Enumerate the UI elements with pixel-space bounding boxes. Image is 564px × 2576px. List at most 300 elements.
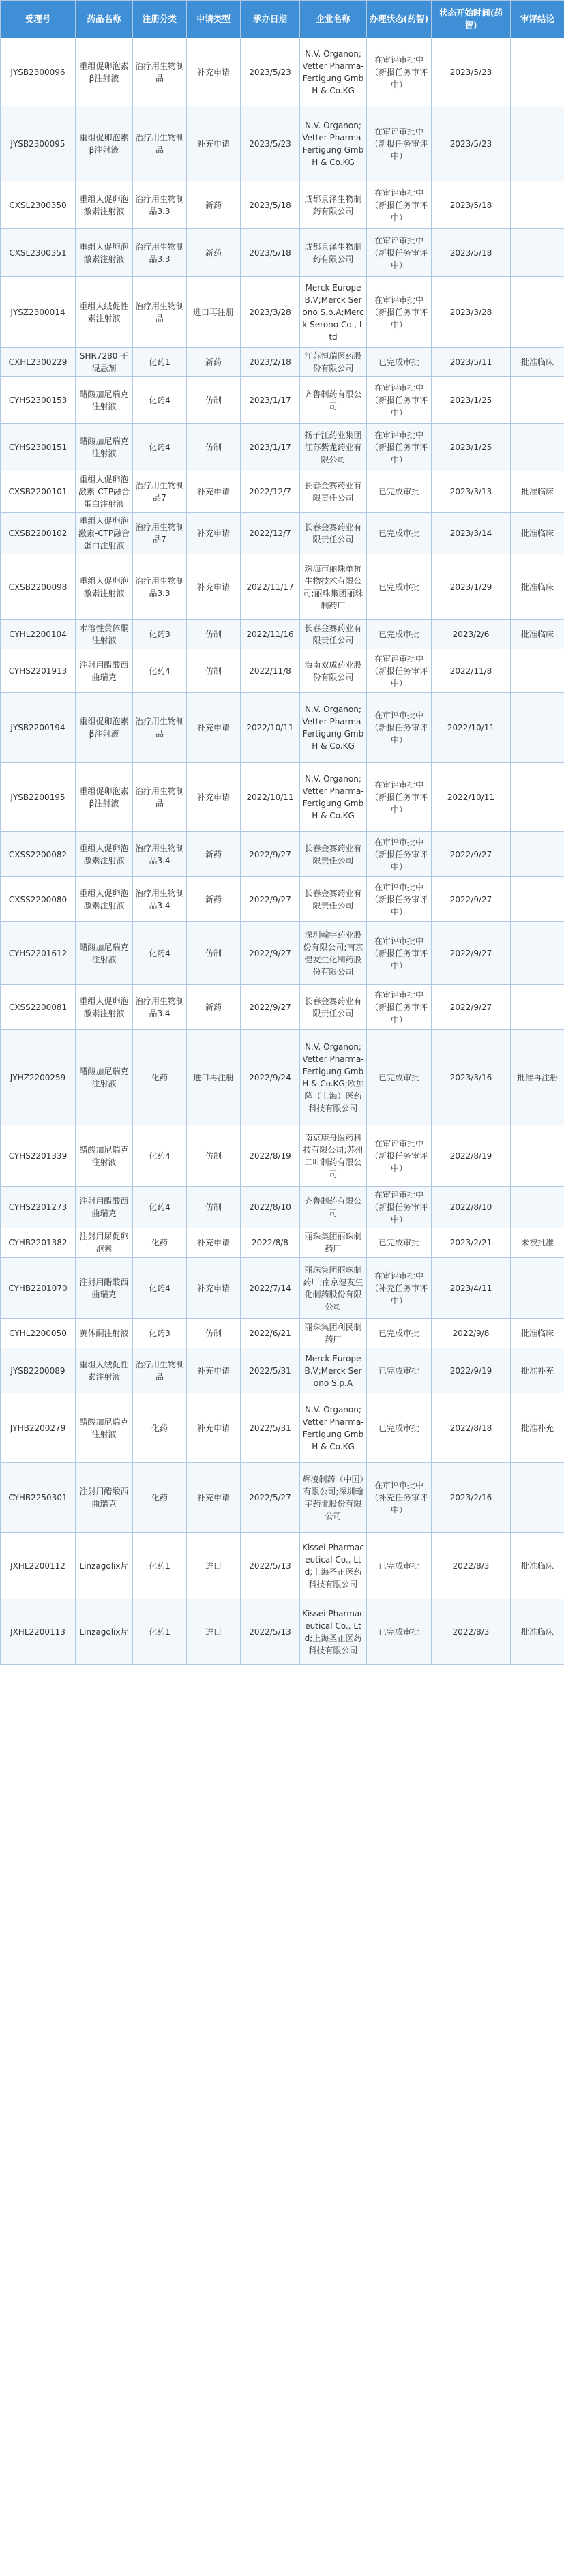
cell-status-time: 2023/4/11 bbox=[432, 1258, 511, 1319]
cell-app-type: 仿制 bbox=[187, 649, 241, 693]
cell-drug-name: 重组人促卵泡激素注射液 bbox=[76, 985, 133, 1030]
cell-date: 2023/5/23 bbox=[241, 38, 300, 106]
cell-status-time: 2023/1/25 bbox=[432, 424, 511, 471]
cell-conclusion: 批准临床 bbox=[511, 1599, 564, 1665]
cell-accept-no: CXSB2200098 bbox=[1, 554, 76, 620]
cell-status: 已完成审批 bbox=[367, 348, 432, 377]
column-header-reg-class: 注册分类 bbox=[133, 1, 187, 38]
cell-app-type: 新药 bbox=[187, 348, 241, 377]
cell-conclusion bbox=[511, 763, 564, 832]
cell-company: 江苏恒瑞医药股份有限公司 bbox=[300, 348, 367, 377]
table-row bbox=[1, 649, 564, 693]
cell-status-time: 2023/2/6 bbox=[432, 620, 511, 649]
cell-accept-no: JXHL2200112 bbox=[1, 1533, 76, 1599]
cell-app-type: 补充申请 bbox=[187, 513, 241, 554]
cell-conclusion bbox=[511, 424, 564, 471]
cell-conclusion: 批准临床 bbox=[511, 513, 564, 554]
cell-status: 已完成审批 bbox=[367, 1030, 432, 1125]
cell-app-type: 补充申请 bbox=[187, 38, 241, 106]
cell-reg-class: 治疗用生物制品 bbox=[133, 693, 187, 763]
cell-status: 在审评审批中（新报任务审评中） bbox=[367, 922, 432, 985]
cell-date: 2022/10/11 bbox=[241, 763, 300, 832]
cell-status-time: 2022/9/27 bbox=[432, 877, 511, 922]
cell-reg-class: 化药3 bbox=[133, 620, 187, 649]
cell-status-time: 2023/1/25 bbox=[432, 377, 511, 424]
cell-app-type: 仿制 bbox=[187, 1125, 241, 1187]
cell-drug-name: Linzagolix片 bbox=[76, 1599, 133, 1665]
cell-accept-no: CXHL2300229 bbox=[1, 348, 76, 377]
cell-date: 2022/9/24 bbox=[241, 1030, 300, 1125]
cell-date: 2022/12/7 bbox=[241, 513, 300, 554]
cell-drug-name: Linzagolix片 bbox=[76, 1533, 133, 1599]
cell-company: Kissei Pharmaceutical Co., Ltd;上海圣正医药科技有限公司 bbox=[300, 1533, 367, 1599]
cell-status: 在审评审批中（新报任务审评中） bbox=[367, 38, 432, 106]
cell-status-time: 2023/2/16 bbox=[432, 1463, 511, 1533]
cell-app-type: 新药 bbox=[187, 832, 241, 877]
cell-accept-no: CYHL2200104 bbox=[1, 620, 76, 649]
cell-conclusion bbox=[511, 1125, 564, 1187]
cell-app-type: 补充申请 bbox=[187, 106, 241, 181]
table-row bbox=[1, 38, 564, 106]
cell-accept-no: CYHL2200050 bbox=[1, 1319, 76, 1348]
cell-app-type: 仿制 bbox=[187, 424, 241, 471]
cell-date: 2022/11/17 bbox=[241, 554, 300, 620]
cell-drug-name: 醋酸加尼瑞克注射液 bbox=[76, 922, 133, 985]
cell-accept-no: CXSB2200102 bbox=[1, 513, 76, 554]
table-row bbox=[1, 1228, 564, 1258]
cell-drug-name: 水溶性黄体酮注射液 bbox=[76, 620, 133, 649]
cell-app-type: 仿制 bbox=[187, 922, 241, 985]
cell-app-type: 补充申请 bbox=[187, 693, 241, 763]
cell-reg-class: 化药4 bbox=[133, 649, 187, 693]
cell-company: 丽珠集团丽珠制药厂;南京健友生化制药股份有限公司 bbox=[300, 1258, 367, 1319]
cell-company: 齐鲁制药有限公司 bbox=[300, 1187, 367, 1228]
cell-accept-no: CXSB2200101 bbox=[1, 471, 76, 513]
table-row bbox=[1, 1463, 564, 1533]
cell-conclusion bbox=[511, 922, 564, 985]
cell-reg-class: 治疗用生物制品 bbox=[133, 1348, 187, 1393]
cell-accept-no: JYSB2200195 bbox=[1, 763, 76, 832]
cell-reg-class: 治疗用生物制品3.3 bbox=[133, 554, 187, 620]
cell-drug-name: 注射用尿促卵泡素 bbox=[76, 1228, 133, 1258]
cell-conclusion bbox=[511, 106, 564, 181]
cell-reg-class: 化药1 bbox=[133, 348, 187, 377]
cell-app-type: 补充申请 bbox=[187, 763, 241, 832]
cell-conclusion bbox=[511, 229, 564, 277]
cell-status: 在审评审批中（新报任务审评中） bbox=[367, 106, 432, 181]
cell-status-time: 2023/5/18 bbox=[432, 229, 511, 277]
cell-status: 在审评审批中（新报任务审评中） bbox=[367, 763, 432, 832]
cell-app-type: 补充申请 bbox=[187, 1258, 241, 1319]
cell-status-time: 2023/5/18 bbox=[432, 181, 511, 229]
cell-drug-name: 重组人促卵泡激素注射液 bbox=[76, 832, 133, 877]
cell-reg-class: 化药 bbox=[133, 1030, 187, 1125]
cell-status-time: 2022/10/11 bbox=[432, 693, 511, 763]
cell-status-time: 2023/2/21 bbox=[432, 1228, 511, 1258]
cell-conclusion: 批准临床 bbox=[511, 348, 564, 377]
cell-status-time: 2022/11/8 bbox=[432, 649, 511, 693]
cell-status-time: 2023/3/16 bbox=[432, 1030, 511, 1125]
cell-company: 海南双成药业股份有限公司 bbox=[300, 649, 367, 693]
column-header-date: 承办日期 bbox=[241, 1, 300, 38]
table-row bbox=[1, 513, 564, 554]
cell-status: 已完成审批 bbox=[367, 554, 432, 620]
cell-company: N.V. Organon;Vetter Pharma-Fertigung GmbH & Co.KG bbox=[300, 763, 367, 832]
cell-drug-name: 重组促卵泡素β注射液 bbox=[76, 763, 133, 832]
cell-date: 2022/9/27 bbox=[241, 922, 300, 985]
cell-status: 在审评审批中（新报任务审评中） bbox=[367, 693, 432, 763]
cell-drug-name: 重组人绒促性素注射液 bbox=[76, 277, 133, 348]
cell-reg-class: 治疗用生物制品3.4 bbox=[133, 877, 187, 922]
table-row bbox=[1, 277, 564, 348]
cell-conclusion bbox=[511, 832, 564, 877]
cell-drug-name: 重组人促卵泡激素注射液 bbox=[76, 181, 133, 229]
cell-status: 在审评审批中（新报任务审评中） bbox=[367, 181, 432, 229]
cell-conclusion bbox=[511, 985, 564, 1030]
cell-company: N.V. Organon;Vetter Pharma-Fertigung GmbH & Co.KG bbox=[300, 693, 367, 763]
table-row bbox=[1, 471, 564, 513]
cell-reg-class: 化药 bbox=[133, 1393, 187, 1463]
cell-status: 已完成审批 bbox=[367, 620, 432, 649]
cell-company: 长春金赛药业有限责任公司 bbox=[300, 471, 367, 513]
cell-accept-no: CXSS2200082 bbox=[1, 832, 76, 877]
cell-app-type: 补充申请 bbox=[187, 1463, 241, 1533]
cell-reg-class: 治疗用生物制品3.3 bbox=[133, 229, 187, 277]
cell-date: 2022/10/11 bbox=[241, 693, 300, 763]
table-row bbox=[1, 1348, 564, 1393]
cell-drug-name: 醋酸加尼瑞克注射液 bbox=[76, 424, 133, 471]
cell-app-type: 仿制 bbox=[187, 1319, 241, 1348]
cell-company: 南京康舟医药科技有限公司;苏州二叶制药有限公司 bbox=[300, 1125, 367, 1187]
cell-drug-name: 重组人促卵泡激素-CTP融合蛋白注射液 bbox=[76, 513, 133, 554]
cell-drug-name: 注射用醋酸西曲瑞克 bbox=[76, 1258, 133, 1319]
cell-date: 2022/5/13 bbox=[241, 1533, 300, 1599]
cell-company: 长春金赛药业有限责任公司 bbox=[300, 985, 367, 1030]
cell-company: 长春金赛药业有限责任公司 bbox=[300, 513, 367, 554]
cell-accept-no: JYSB2300096 bbox=[1, 38, 76, 106]
cell-drug-name: 重组促卵泡素β注射液 bbox=[76, 38, 133, 106]
cell-reg-class: 化药 bbox=[133, 1463, 187, 1533]
cell-status: 在审评审批中（新报任务审评中） bbox=[367, 877, 432, 922]
cell-date: 2022/5/31 bbox=[241, 1393, 300, 1463]
cell-drug-name: 重组人促卵泡激素注射液 bbox=[76, 877, 133, 922]
cell-app-type: 新药 bbox=[187, 229, 241, 277]
cell-status-time: 2023/1/29 bbox=[432, 554, 511, 620]
table-row bbox=[1, 877, 564, 922]
cell-company: Merck Europe B.V;Merck Serono S.p.A bbox=[300, 1348, 367, 1393]
cell-reg-class: 治疗用生物制品 bbox=[133, 277, 187, 348]
cell-status: 已完成审批 bbox=[367, 1393, 432, 1463]
cell-app-type: 补充申请 bbox=[187, 1348, 241, 1393]
cell-reg-class: 治疗用生物制品3.3 bbox=[133, 181, 187, 229]
cell-date: 2023/5/18 bbox=[241, 181, 300, 229]
column-header-status: 办理状态(药智) bbox=[367, 1, 432, 38]
cell-date: 2022/11/16 bbox=[241, 620, 300, 649]
cell-status-time: 2022/9/27 bbox=[432, 832, 511, 877]
cell-conclusion: 批准补充 bbox=[511, 1348, 564, 1393]
cell-conclusion bbox=[511, 877, 564, 922]
cell-status: 在审评审批中（补充任务审评中） bbox=[367, 1463, 432, 1533]
cell-status-time: 2022/9/19 bbox=[432, 1348, 511, 1393]
cell-date: 2022/11/8 bbox=[241, 649, 300, 693]
cell-app-type: 新药 bbox=[187, 181, 241, 229]
cell-status-time: 2023/3/28 bbox=[432, 277, 511, 348]
cell-app-type: 仿制 bbox=[187, 620, 241, 649]
cell-company: N.V. Organon;Vetter Pharma-Fertigung GmbH & Co.KG bbox=[300, 1393, 367, 1463]
cell-company: 珠海市丽珠单抗生物技术有限公司;丽珠集团丽珠制药厂 bbox=[300, 554, 367, 620]
cell-company: Kissei Pharmaceutical Co., Ltd;上海圣正医药科技有限公司 bbox=[300, 1599, 367, 1665]
cell-accept-no: CYHS2201339 bbox=[1, 1125, 76, 1187]
cell-drug-name: 醋酸加尼瑞克注射液 bbox=[76, 1125, 133, 1187]
cell-conclusion bbox=[511, 181, 564, 229]
cell-conclusion bbox=[511, 1187, 564, 1228]
cell-accept-no: CYHB2250301 bbox=[1, 1463, 76, 1533]
cell-reg-class: 化药4 bbox=[133, 1258, 187, 1319]
cell-date: 2023/2/18 bbox=[241, 348, 300, 377]
cell-status: 在审评审批中（新报任务审评中） bbox=[367, 1187, 432, 1228]
cell-reg-class: 治疗用生物制品7 bbox=[133, 471, 187, 513]
table-row bbox=[1, 1599, 564, 1665]
table-row bbox=[1, 1125, 564, 1187]
cell-company: 丽珠集团丽珠制药厂 bbox=[300, 1228, 367, 1258]
cell-status-time: 2022/8/10 bbox=[432, 1187, 511, 1228]
table-row bbox=[1, 832, 564, 877]
cell-company: N.V. Organon;Vetter Pharma-Fertigung GmbH & Co.KG bbox=[300, 38, 367, 106]
cell-accept-no: JYSB2300095 bbox=[1, 106, 76, 181]
cell-status: 已完成审批 bbox=[367, 1348, 432, 1393]
cell-date: 2022/12/7 bbox=[241, 471, 300, 513]
cell-date: 2023/5/23 bbox=[241, 106, 300, 181]
cell-conclusion: 未被批准 bbox=[511, 1228, 564, 1258]
cell-date: 2022/9/27 bbox=[241, 985, 300, 1030]
cell-date: 2022/9/27 bbox=[241, 877, 300, 922]
cell-status-time: 2022/8/3 bbox=[432, 1533, 511, 1599]
cell-app-type: 新药 bbox=[187, 877, 241, 922]
cell-accept-no: JYSZ2300014 bbox=[1, 277, 76, 348]
cell-accept-no: CYHB2201070 bbox=[1, 1258, 76, 1319]
cell-app-type: 仿制 bbox=[187, 377, 241, 424]
cell-company: 丽珠集团利民制药厂 bbox=[300, 1319, 367, 1348]
cell-accept-no: CYHB2201382 bbox=[1, 1228, 76, 1258]
cell-accept-no: CYHS2201913 bbox=[1, 649, 76, 693]
cell-date: 2022/5/27 bbox=[241, 1463, 300, 1533]
cell-conclusion: 批准临床 bbox=[511, 1533, 564, 1599]
table-row bbox=[1, 181, 564, 229]
cell-drug-name: 醋酸加尼瑞克注射液 bbox=[76, 377, 133, 424]
cell-reg-class: 治疗用生物制品 bbox=[133, 106, 187, 181]
cell-app-type: 新药 bbox=[187, 985, 241, 1030]
cell-company: Merck Europe B.V;Merck Serono S.p.A;Merck Serono Co., Ltd bbox=[300, 277, 367, 348]
cell-drug-name: 重组人促卵泡激素注射液 bbox=[76, 554, 133, 620]
cell-drug-name: 重组人促卵泡激素-CTP融合蛋白注射液 bbox=[76, 471, 133, 513]
cell-drug-name: 重组促卵泡素β注射液 bbox=[76, 693, 133, 763]
cell-status: 在审评审批中（新报任务审评中） bbox=[367, 229, 432, 277]
cell-accept-no: CYHS2201273 bbox=[1, 1187, 76, 1228]
table-row bbox=[1, 348, 564, 377]
cell-drug-name: 重组促卵泡素β注射液 bbox=[76, 106, 133, 181]
cell-status-time: 2023/5/23 bbox=[432, 38, 511, 106]
cell-date: 2022/6/21 bbox=[241, 1319, 300, 1348]
cell-app-type: 补充申请 bbox=[187, 1228, 241, 1258]
table-row bbox=[1, 693, 564, 763]
cell-conclusion: 批准临床 bbox=[511, 554, 564, 620]
cell-date: 2022/5/31 bbox=[241, 1348, 300, 1393]
table-row bbox=[1, 985, 564, 1030]
cell-accept-no: JYSB2200194 bbox=[1, 693, 76, 763]
cell-drug-name: 黄体酮注射液 bbox=[76, 1319, 133, 1348]
cell-company: 深圳翰宇药业股份有限公司;南京健友生化制药股份有限公司 bbox=[300, 922, 367, 985]
cell-conclusion bbox=[511, 277, 564, 348]
column-header-company: 企业名称 bbox=[300, 1, 367, 38]
cell-company: 长春金赛药业有限责任公司 bbox=[300, 620, 367, 649]
cell-conclusion bbox=[511, 38, 564, 106]
cell-app-type: 仿制 bbox=[187, 1187, 241, 1228]
cell-status: 在审评审批中（新报任务审评中） bbox=[367, 985, 432, 1030]
table-row bbox=[1, 1319, 564, 1348]
cell-reg-class: 治疗用生物制品3.4 bbox=[133, 985, 187, 1030]
cell-date: 2022/8/10 bbox=[241, 1187, 300, 1228]
cell-company: 齐鲁制药有限公司 bbox=[300, 377, 367, 424]
cell-date: 2023/5/18 bbox=[241, 229, 300, 277]
cell-conclusion bbox=[511, 649, 564, 693]
cell-status-time: 2023/3/13 bbox=[432, 471, 511, 513]
cell-date: 2023/3/28 bbox=[241, 277, 300, 348]
table-row bbox=[1, 229, 564, 277]
cell-conclusion: 批准临床 bbox=[511, 1319, 564, 1348]
cell-company: 成都景泽生物制药有限公司 bbox=[300, 181, 367, 229]
cell-company: N.V. Organon;Vetter Pharma-Fertigung GmbH & Co.KG bbox=[300, 106, 367, 181]
cell-date: 2022/8/19 bbox=[241, 1125, 300, 1187]
cell-accept-no: CYHS2300151 bbox=[1, 424, 76, 471]
cell-status: 已完成审批 bbox=[367, 1599, 432, 1665]
cell-status-time: 2022/8/19 bbox=[432, 1125, 511, 1187]
cell-reg-class: 化药1 bbox=[133, 1599, 187, 1665]
cell-app-type: 进口再注册 bbox=[187, 277, 241, 348]
cell-company: 成都景泽生物制药有限公司 bbox=[300, 229, 367, 277]
cell-accept-no: CYHS2300153 bbox=[1, 377, 76, 424]
cell-accept-no: JYHZ2200259 bbox=[1, 1030, 76, 1125]
table-row bbox=[1, 1533, 564, 1599]
cell-status-time: 2023/3/14 bbox=[432, 513, 511, 554]
cell-status-time: 2022/9/8 bbox=[432, 1319, 511, 1348]
table-row bbox=[1, 922, 564, 985]
cell-status-time: 2022/9/27 bbox=[432, 985, 511, 1030]
cell-status-time: 2022/10/11 bbox=[432, 763, 511, 832]
cell-status-time: 2022/8/3 bbox=[432, 1599, 511, 1665]
cell-reg-class: 化药1 bbox=[133, 1533, 187, 1599]
column-header-status-time: 状态开始时间(药智) bbox=[432, 1, 511, 38]
cell-app-type: 进口 bbox=[187, 1599, 241, 1665]
cell-accept-no: JXHL2200113 bbox=[1, 1599, 76, 1665]
table-body bbox=[1, 38, 564, 1665]
cell-date: 2022/7/14 bbox=[241, 1258, 300, 1319]
cell-reg-class: 化药4 bbox=[133, 922, 187, 985]
cell-company: 长春金赛药业有限责任公司 bbox=[300, 877, 367, 922]
cell-app-type: 进口再注册 bbox=[187, 1030, 241, 1125]
cell-conclusion bbox=[511, 1463, 564, 1533]
cell-conclusion: 批准再注册 bbox=[511, 1030, 564, 1125]
cell-app-type: 补充申请 bbox=[187, 554, 241, 620]
cell-status: 已完成审批 bbox=[367, 1319, 432, 1348]
cell-status-time: 2023/5/23 bbox=[432, 106, 511, 181]
cell-accept-no: CXSS2200080 bbox=[1, 877, 76, 922]
cell-drug-name: 注射用醋酸西曲瑞克 bbox=[76, 1187, 133, 1228]
cell-status: 在审评审批中（新报任务审评中） bbox=[367, 832, 432, 877]
cell-status: 在审评审批中（新报任务审评中） bbox=[367, 649, 432, 693]
cell-status: 在审评审批中（补充任务审评中） bbox=[367, 1258, 432, 1319]
table-row bbox=[1, 424, 564, 471]
cell-status: 已完成审批 bbox=[367, 513, 432, 554]
cell-date: 2022/5/13 bbox=[241, 1599, 300, 1665]
cell-company: 长春金赛药业有限责任公司 bbox=[300, 832, 367, 877]
cell-conclusion: 批准临床 bbox=[511, 620, 564, 649]
cell-app-type: 补充申请 bbox=[187, 1393, 241, 1463]
table-row bbox=[1, 763, 564, 832]
cell-date: 2022/9/27 bbox=[241, 832, 300, 877]
cell-status-time: 2023/5/11 bbox=[432, 348, 511, 377]
cell-app-type: 补充申请 bbox=[187, 471, 241, 513]
cell-company: 辉凌制药（中国）有限公司;深圳翰宇药业股份有限公司 bbox=[300, 1463, 367, 1533]
cell-company: N.V. Organon;Vetter Pharma-Fertigung GmbH & Co.KG;欧加隆（上海）医药科技有限公司 bbox=[300, 1030, 367, 1125]
cell-status-time: 2022/9/27 bbox=[432, 922, 511, 985]
cell-reg-class: 化药4 bbox=[133, 1125, 187, 1187]
cell-reg-class: 治疗用生物制品 bbox=[133, 763, 187, 832]
cell-drug-name: 醋酸加尼瑞克注射液 bbox=[76, 1393, 133, 1463]
table-row bbox=[1, 106, 564, 181]
table-header-row bbox=[1, 1, 564, 38]
cell-accept-no: CXSL2300351 bbox=[1, 229, 76, 277]
cell-reg-class: 治疗用生物制品7 bbox=[133, 513, 187, 554]
cell-status-time: 2022/8/18 bbox=[432, 1393, 511, 1463]
cell-accept-no: JYHB2200279 bbox=[1, 1393, 76, 1463]
column-header-accept-no: 受理号 bbox=[1, 1, 76, 38]
cell-conclusion bbox=[511, 1258, 564, 1319]
table-row bbox=[1, 1187, 564, 1228]
cell-date: 2022/8/8 bbox=[241, 1228, 300, 1258]
cell-reg-class: 化药4 bbox=[133, 1187, 187, 1228]
cell-company: 扬子江药业集团江苏紫龙药业有限公司 bbox=[300, 424, 367, 471]
table-row bbox=[1, 377, 564, 424]
cell-drug-name: 醋酸加尼瑞克注射液 bbox=[76, 1030, 133, 1125]
cell-drug-name: 重组人促卵泡激素注射液 bbox=[76, 229, 133, 277]
table-row bbox=[1, 1030, 564, 1125]
cell-reg-class: 治疗用生物制品3.4 bbox=[133, 832, 187, 877]
cell-date: 2023/1/17 bbox=[241, 377, 300, 424]
cell-reg-class: 化药 bbox=[133, 1228, 187, 1258]
cell-status: 已完成审批 bbox=[367, 471, 432, 513]
cell-drug-name: 注射用醋酸西曲瑞克 bbox=[76, 1463, 133, 1533]
cell-drug-name: SHR7280 干混悬剂 bbox=[76, 348, 133, 377]
cell-status: 在审评审批中（新报任务审评中） bbox=[367, 424, 432, 471]
cell-accept-no: CYHS2201612 bbox=[1, 922, 76, 985]
cell-date: 2023/1/17 bbox=[241, 424, 300, 471]
cell-reg-class: 化药4 bbox=[133, 424, 187, 471]
column-header-drug-name: 药品名称 bbox=[76, 1, 133, 38]
cell-conclusion bbox=[511, 377, 564, 424]
cell-status: 在审评审批中（新报任务审评中） bbox=[367, 377, 432, 424]
table-row bbox=[1, 620, 564, 649]
cell-reg-class: 化药3 bbox=[133, 1319, 187, 1348]
table-row bbox=[1, 1393, 564, 1463]
cell-conclusion: 批准临床 bbox=[511, 471, 564, 513]
table-row bbox=[1, 554, 564, 620]
cell-status: 已完成审批 bbox=[367, 1533, 432, 1599]
cell-accept-no: JYSB2200089 bbox=[1, 1348, 76, 1393]
cell-reg-class: 化药4 bbox=[133, 377, 187, 424]
cell-conclusion bbox=[511, 693, 564, 763]
cell-accept-no: CXSS2200081 bbox=[1, 985, 76, 1030]
cell-conclusion: 批准补充 bbox=[511, 1393, 564, 1463]
